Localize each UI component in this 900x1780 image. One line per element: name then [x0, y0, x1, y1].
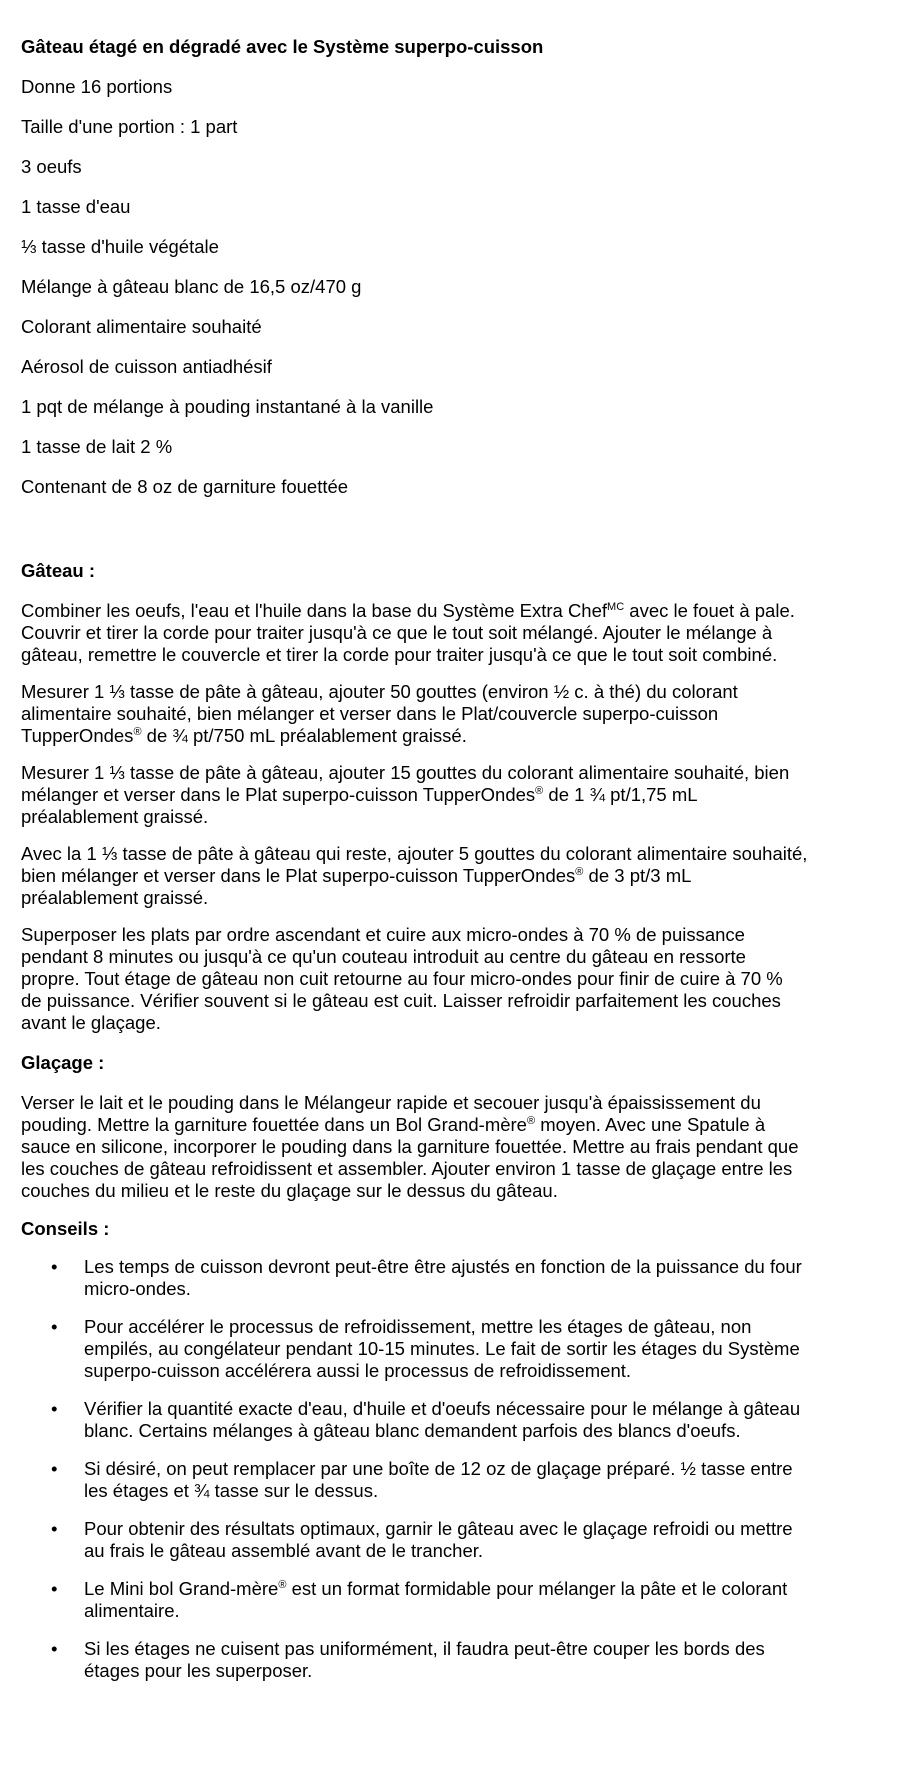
bullet-icon: •: [51, 1518, 58, 1539]
text-segment: gâteau, remettre le couvercle et tirer la corde pour traiter jusqu'à ce que le tout soit combiné.: [21, 644, 778, 665]
registered-mark: ®: [575, 866, 584, 878]
glacage-heading: Glaçage :: [21, 1052, 105, 1073]
text-segment: Combiner les oeufs, l'eau et l'huile dans la base du Système Extra Chef: [21, 600, 608, 621]
recipe-document: [21, 26, 881, 1682]
list-item: [21, 1458, 881, 1502]
text-segment: les étages et ¾ tasse sur le dessus.: [84, 1480, 379, 1501]
text-segment: alimentaire souhaité, bien mélanger et verser dans le Plat/couvercle superpo-cuisson: [21, 703, 719, 724]
text-segment: superpo-cuisson accélérera aussi le processus de refroidissement.: [84, 1360, 632, 1381]
gateau-heading: Gâteau :: [21, 560, 96, 581]
text-segment: est un format formidable pour mélanger la pâte et le colorant: [286, 1578, 788, 1599]
bullet-icon: •: [51, 1398, 58, 1419]
glacage-paragraph: [21, 1092, 881, 1202]
text-segment: Verser le lait et le pouding dans le Mélangeur rapide et secouer jusqu'à épaississement du: [21, 1092, 761, 1113]
text-segment: Si désiré, on peut remplacer par une boîte de 12 oz de glaçage préparé. ½ tasse entre: [84, 1458, 793, 1479]
gateau-step-5: [21, 924, 881, 1034]
ingredient-item: Aérosol de cuisson antiadhésif: [21, 356, 272, 377]
text-segment: couches du milieu et le reste du glaçage sur le dessus du gâteau.: [21, 1180, 558, 1201]
list-item: [21, 1398, 881, 1442]
tips-list: [21, 1256, 881, 1682]
bullet-icon: •: [51, 1458, 58, 1479]
text-segment: pouding. Mettre la garniture fouettée dans un Bol Grand-mère: [21, 1114, 527, 1135]
text-segment: les couches de gâteau refroidissent et assembler. Ajouter environ 1 tasse de glaçage entre les: [21, 1158, 793, 1179]
recipe-yield: Donne 16 portions: [21, 76, 173, 97]
registered-mark: ®: [278, 1579, 287, 1591]
ingredient-item: 1 tasse d'eau: [21, 196, 131, 217]
text-segment: de 3 pt/3 mL: [583, 865, 692, 886]
list-item: [21, 1578, 881, 1622]
ingredient-item: ⅓ tasse d'huile végétale: [21, 236, 219, 257]
text-segment: avec le fouet à pale.: [624, 600, 795, 621]
bullet-icon: •: [51, 1316, 58, 1337]
text-segment: de ¾ pt/750 mL préalablement graissé.: [141, 725, 467, 746]
text-segment: sauce en silicone, incorporer le pouding dans la garniture fouettée. Mettre au frais pendant que: [21, 1136, 799, 1157]
text-segment: de 1 ¾ pt/1,75 mL: [543, 784, 698, 805]
text-segment: blanc. Certains mélanges à gâteau blanc demandent parfois des blancs d'oeufs.: [84, 1420, 741, 1441]
text-segment: avant le glaçage.: [21, 1012, 161, 1033]
trademark-mark: MC: [607, 601, 625, 613]
recipe-serving-size: Taille d'une portion : 1 part: [21, 116, 238, 137]
text-segment: préalablement graissé.: [21, 887, 209, 908]
text-segment: Superposer les plats par ordre ascendant et cuire aux micro-ondes à 70 % de puissance: [21, 924, 745, 945]
list-item: [21, 1316, 881, 1382]
gateau-step-3: [21, 762, 881, 828]
conseils-heading: Conseils :: [21, 1218, 110, 1239]
ingredient-list: [21, 156, 881, 498]
text-segment: alimentaire.: [84, 1600, 180, 1621]
ingredient-item: Contenant de 8 oz de garniture fouettée: [21, 476, 349, 497]
text-segment: Mesurer 1 ⅓ tasse de pâte à gâteau, ajouter 50 gouttes (environ ½ c. à thé) du colorant: [21, 681, 738, 702]
text-segment: propre. Tout étage de gâteau non cuit retourne au four micro-ondes pour finir de cuire à 70 %: [21, 968, 783, 989]
bullet-icon: •: [51, 1638, 58, 1659]
list-item: [21, 1518, 881, 1562]
text-segment: empilés, au congélateur pendant 10-15 minutes. Le fait de sortir les étages du Système: [84, 1338, 800, 1359]
gateau-step-4: [21, 843, 881, 909]
text-segment: Couvrir et tirer la corde pour traiter jusqu'à ce que le tout soit mélangé. Ajouter le mélange à: [21, 622, 773, 643]
text-segment: au frais le gâteau assemblé avant de le trancher.: [84, 1540, 484, 1561]
text-segment: Mesurer 1 ⅓ tasse de pâte à gâteau, ajouter 15 gouttes du colorant alimentaire souhaité, bien: [21, 762, 790, 783]
text-segment: Pour obtenir des résultats optimaux, garnir le gâteau avec le glaçage refroidi ou mettre: [84, 1518, 793, 1539]
text-segment: pendant 8 minutes ou jusqu'à ce qu'un couteau introduit au centre du gâteau en ressorte: [21, 946, 746, 967]
text-segment: étages pour les superposer.: [84, 1660, 313, 1681]
ingredient-item: Mélange à gâteau blanc de 16,5 oz/470 g: [21, 276, 362, 297]
recipe-title: Gâteau étagé en dégradé avec le Système superpo-cuisson: [21, 36, 544, 57]
text-segment: Pour accélérer le processus de refroidissement, mettre les étages de gâteau, non: [84, 1316, 752, 1337]
text-segment: bien mélanger et verser dans le Plat superpo-cuisson TupperOndes: [21, 865, 576, 886]
text-segment: moyen. Avec une Spatule à: [535, 1114, 766, 1135]
bullet-icon: •: [51, 1578, 58, 1599]
text-segment: micro-ondes.: [84, 1278, 191, 1299]
ingredient-item: Colorant alimentaire souhaité: [21, 316, 262, 337]
ingredient-item: 1 pqt de mélange à pouding instantané à la vanille: [21, 396, 434, 417]
text-segment: Avec la 1 ⅓ tasse de pâte à gâteau qui reste, ajouter 5 gouttes du colorant alimentaire souhaité,: [21, 843, 808, 864]
registered-mark: ®: [535, 785, 544, 797]
ingredient-item: 3 oeufs: [21, 156, 82, 177]
gateau-step-2: [21, 681, 881, 747]
text-segment: Si les étages ne cuisent pas uniformément, il faudra peut-être couper les bords des: [84, 1638, 765, 1659]
text-segment: TupperOndes: [21, 725, 134, 746]
text-segment: de puissance. Vérifier souvent si le gâteau est cuit. Laisser refroidir parfaitement les couches: [21, 990, 781, 1011]
text-segment: préalablement graissé.: [21, 806, 209, 827]
registered-mark: ®: [133, 726, 142, 738]
text-segment: Vérifier la quantité exacte d'eau, d'huile et d'oeufs nécessaire pour le mélange à gâteau: [84, 1398, 801, 1419]
gateau-step-1: [21, 600, 881, 666]
text-segment: Le Mini bol Grand-mère: [84, 1578, 279, 1599]
list-item: [21, 1638, 881, 1682]
text-segment: Les temps de cuisson devront peut-être être ajustés en fonction de la puissance du four: [84, 1256, 802, 1277]
ingredient-item: 1 tasse de lait 2 %: [21, 436, 173, 457]
text-segment: mélanger et verser dans le Plat superpo-cuisson TupperOndes: [21, 784, 536, 805]
list-item: [21, 1256, 881, 1300]
registered-mark: ®: [526, 1115, 536, 1127]
bullet-icon: •: [51, 1256, 58, 1277]
